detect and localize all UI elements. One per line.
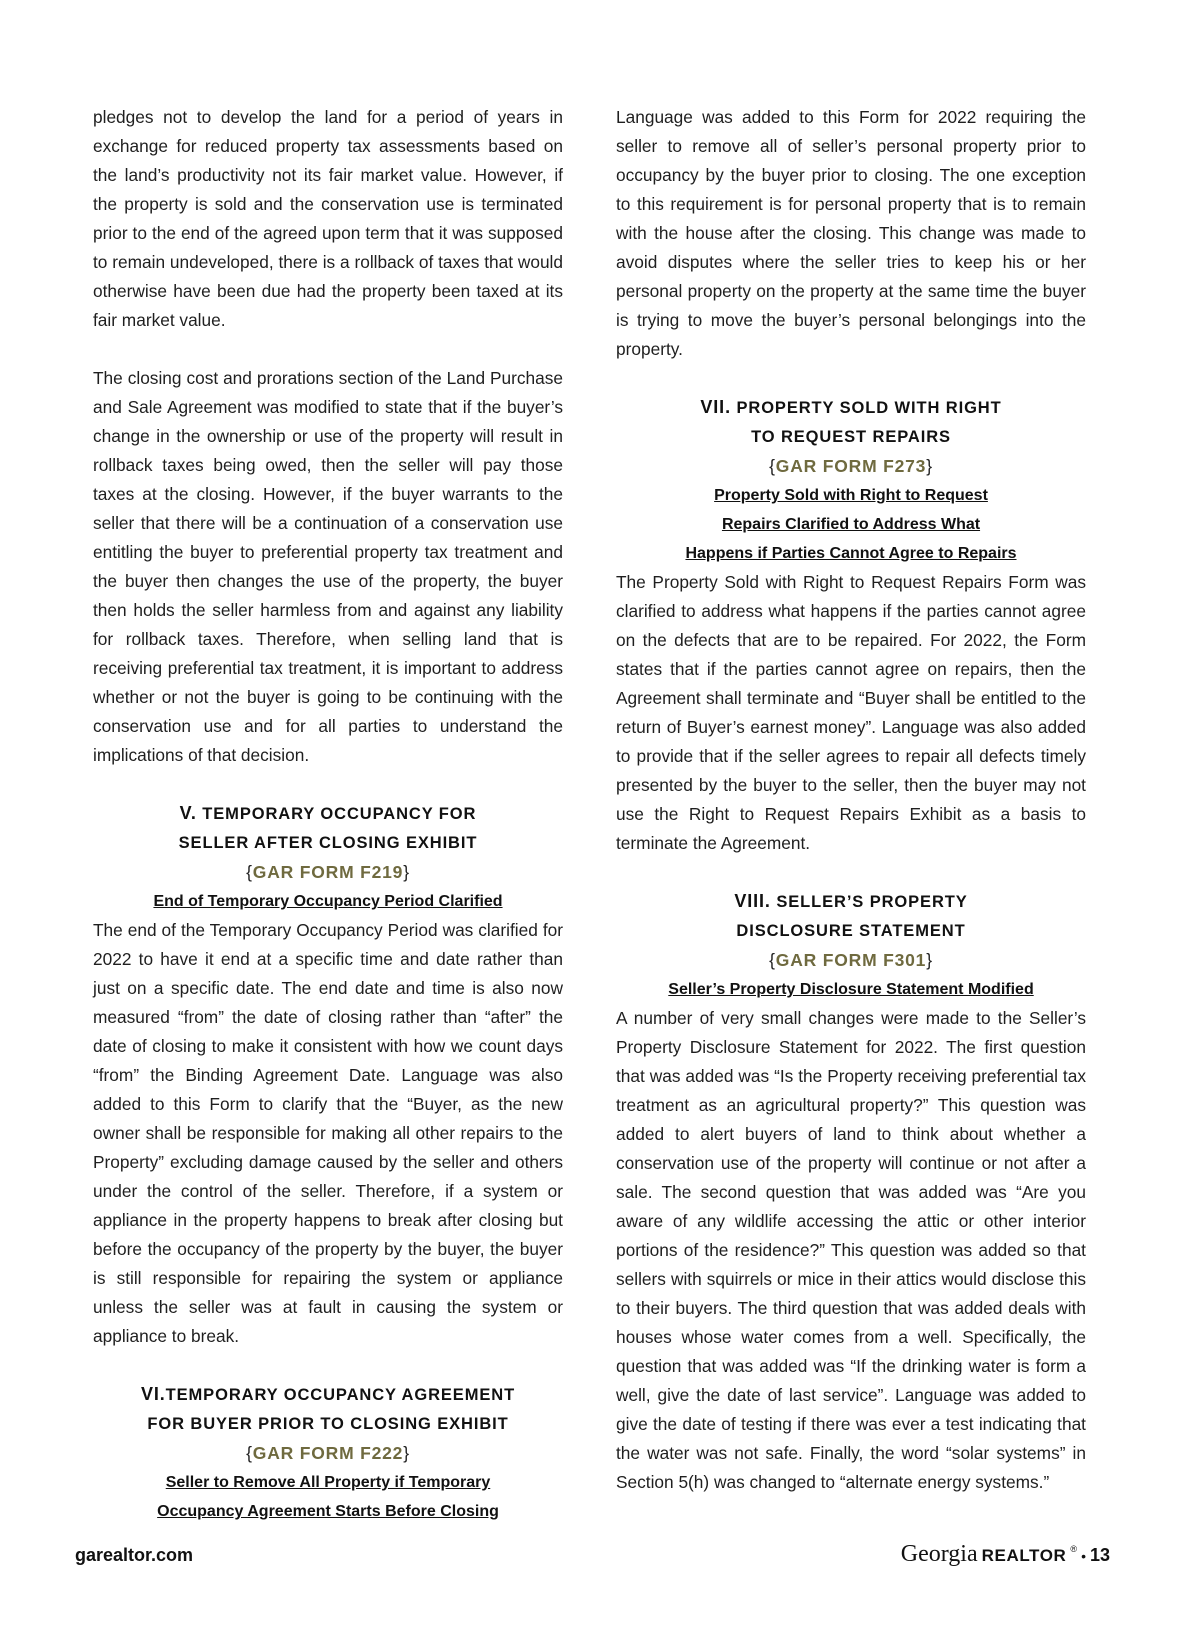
form-code-f301: GAR FORM F301 xyxy=(775,950,927,970)
paragraph-conservation-use: pledges not to develop the land for a period of years in exchange for reduced property tax assessments based on the land’s productivity not its fair market value. However, if the property is sold and the conservation use is terminated prior to the end of the agreed upon term that it was supposed to remain undeveloped, there is a rollback of taxes that would otherwise have been due had the property been taxed at its fair market value. xyxy=(93,107,563,330)
section-viii-body: A number of very small changes were made to the Seller’s Property Disclosure Statement for 2022. The first question that was added was “Is the Property receiving preferential tax treatment as an agricultural property?” This question was added to alert buyers of land to think about whether a conservation use of the property will continue or not after a sale. The second question that was added was “Are you aware of any wildlife accessing the attic or other interior portions of the residence?” This question was added so that sellers with squirrels or mice in their attics would disclose this to their buyers. The third question that was added deals with houses whose water comes from a well. Specifically, the question that was added was “If the drinking water is form a well, give the date of last service”. Language was added to give the date of testing if there was ever a test indicating that the water was not safe. Finally, the word “solar systems” in Section 5(h) was changed to “alternate energy systems.” xyxy=(616,1008,1086,1492)
section-v-heading xyxy=(93,799,563,829)
right-column xyxy=(616,103,1086,1497)
section-vii-body: The Property Sold with Right to Request Repairs Form was clarified to address what happens if the parties cannot agree on the defects that are to be repaired. For 2022, the Form states that if the parties cannot agree on repairs, then the Agreement shall terminate and “Buyer shall be entitled to the return of Buyer’s earnest money”. Language was also added to provide that if the seller agrees to repair all defects timely presented by the buyer to the seller, then the buyer may not use the Right to Request Repairs Exhibit as a basis to terminate the Agreement. xyxy=(616,572,1086,853)
section-viii-heading xyxy=(616,887,1086,917)
section-vii-subheading-line3: Happens if Parties Cannot Agree to Repairs xyxy=(685,545,1017,562)
form-code-f219: GAR FORM F219 xyxy=(252,862,404,882)
page-number: 13 xyxy=(1089,1545,1110,1565)
form-code-f273: GAR FORM F273 xyxy=(775,456,927,476)
section-vi-heading xyxy=(93,1380,563,1410)
section-vi-title-line1: TEMPORARY OCCUPANCY AGREEMENT xyxy=(165,1386,516,1404)
section-v-body: The end of the Temporary Occupancy Period was clarified for 2022 to have it end at a specific time and date rather than just on a specific date. The end date and time is also now measured “from” the date of closing rather than “after” the date of closing to make it consistent with how we count days “from” the Binding Agreement Date. Language was also added to this Form to clarify that the “Buyer, as the new owner shall be responsible for making all other repairs to the Property” excluding damage caused by the seller and others under the control of the seller. Therefore, if a system or appliance in the property happens to break after closing but before the occupancy of the property by the buyer, the buyer is still responsible for repairing the system or appliance unless the seller was at fault in causing the system or appliance to break. xyxy=(93,920,563,1346)
section-viii-title-line1: SELLER’S PROPERTY xyxy=(776,893,968,911)
section-vi-title-line2: FOR BUYER PRIOR TO CLOSING EXHIBIT xyxy=(147,1415,509,1433)
section-vii-form-ref: {GAR FORM F273} xyxy=(769,456,933,476)
section-v-form-ref: {GAR FORM F219} xyxy=(246,862,410,882)
section-vi-subheading-line2: Occupancy Agreement Starts Before Closing xyxy=(157,1503,499,1520)
section-v-title-line1: TEMPORARY OCCUPANCY FOR xyxy=(202,805,477,823)
section-vi-subheading-line1: Seller to Remove All Property if Temporary xyxy=(165,1474,491,1491)
section-viii-form-ref: {GAR FORM F301} xyxy=(769,950,933,970)
section-vii-title-line2: TO REQUEST REPAIRS xyxy=(751,428,951,446)
paragraph-closing-costs: The closing cost and prorations section of the Land Purchase and Sale Agreement was modified to state that if the buyer’s change in the ownership or use of the property will result in rollback taxes being owed, then the seller will pay those taxes at the closing. However, if the buyer warrants to the seller that there will be a continuation of a conservation use entitling the buyer to preferential property tax treatment and the buyer then changes the use of the property, the buyer then holds the seller harmless from and against any liability for rollback taxes. Therefore, when selling land that is receiving preferential tax treatment, it is important to address whether or not the buyer is going to be continuing with the conservation use and for all parties to understand the implications of that decision. xyxy=(93,368,563,765)
footer-website: garealtor.com xyxy=(75,1545,194,1565)
form-code-f222: GAR FORM F222 xyxy=(252,1443,404,1463)
section-vii-number: VII. xyxy=(700,397,731,417)
section-vi-number: VI. xyxy=(140,1384,166,1404)
registered-mark: ® xyxy=(1070,1544,1078,1554)
section-viii-title-line2: DISCLOSURE STATEMENT xyxy=(736,922,966,940)
footer-brand xyxy=(901,1541,1110,1568)
brand-caps-text: REALTOR xyxy=(981,1546,1067,1565)
section-vii-heading xyxy=(616,393,1086,423)
section-v-title-line2: SELLER AFTER CLOSING EXHIBIT xyxy=(178,834,478,852)
section-v-subheading: End of Temporary Occupancy Period Clarified xyxy=(153,893,503,910)
section-v-number: V. xyxy=(179,803,197,823)
left-column xyxy=(93,103,563,1526)
section-vii-subheading-line2: Repairs Clarified to Address What xyxy=(721,516,981,533)
brand-script-text: Georgia xyxy=(900,1541,978,1567)
section-viii-subheading: Seller’s Property Disclosure Statement Modified xyxy=(668,981,1034,998)
section-vi-body: Language was added to this Form for 2022 requiring the seller to remove all of seller’s personal property prior to occupancy by the buyer prior to closing. The one exception to this requirement is for personal property that is to remain with the house after the closing. This change was made to avoid disputes where the seller tries to keep his or her personal property on the property at the same time the buyer is trying to move the buyer’s personal belongings into the property. xyxy=(616,107,1086,359)
section-vii-title-line1: PROPERTY SOLD WITH RIGHT xyxy=(736,399,1002,417)
footer-separator: • xyxy=(1081,1548,1086,1564)
section-vii-subheading-line1: Property Sold with Right to Request xyxy=(714,487,988,504)
section-viii-number: VIII. xyxy=(734,891,771,911)
section-vi-form-ref: {GAR FORM F222} xyxy=(246,1443,410,1463)
